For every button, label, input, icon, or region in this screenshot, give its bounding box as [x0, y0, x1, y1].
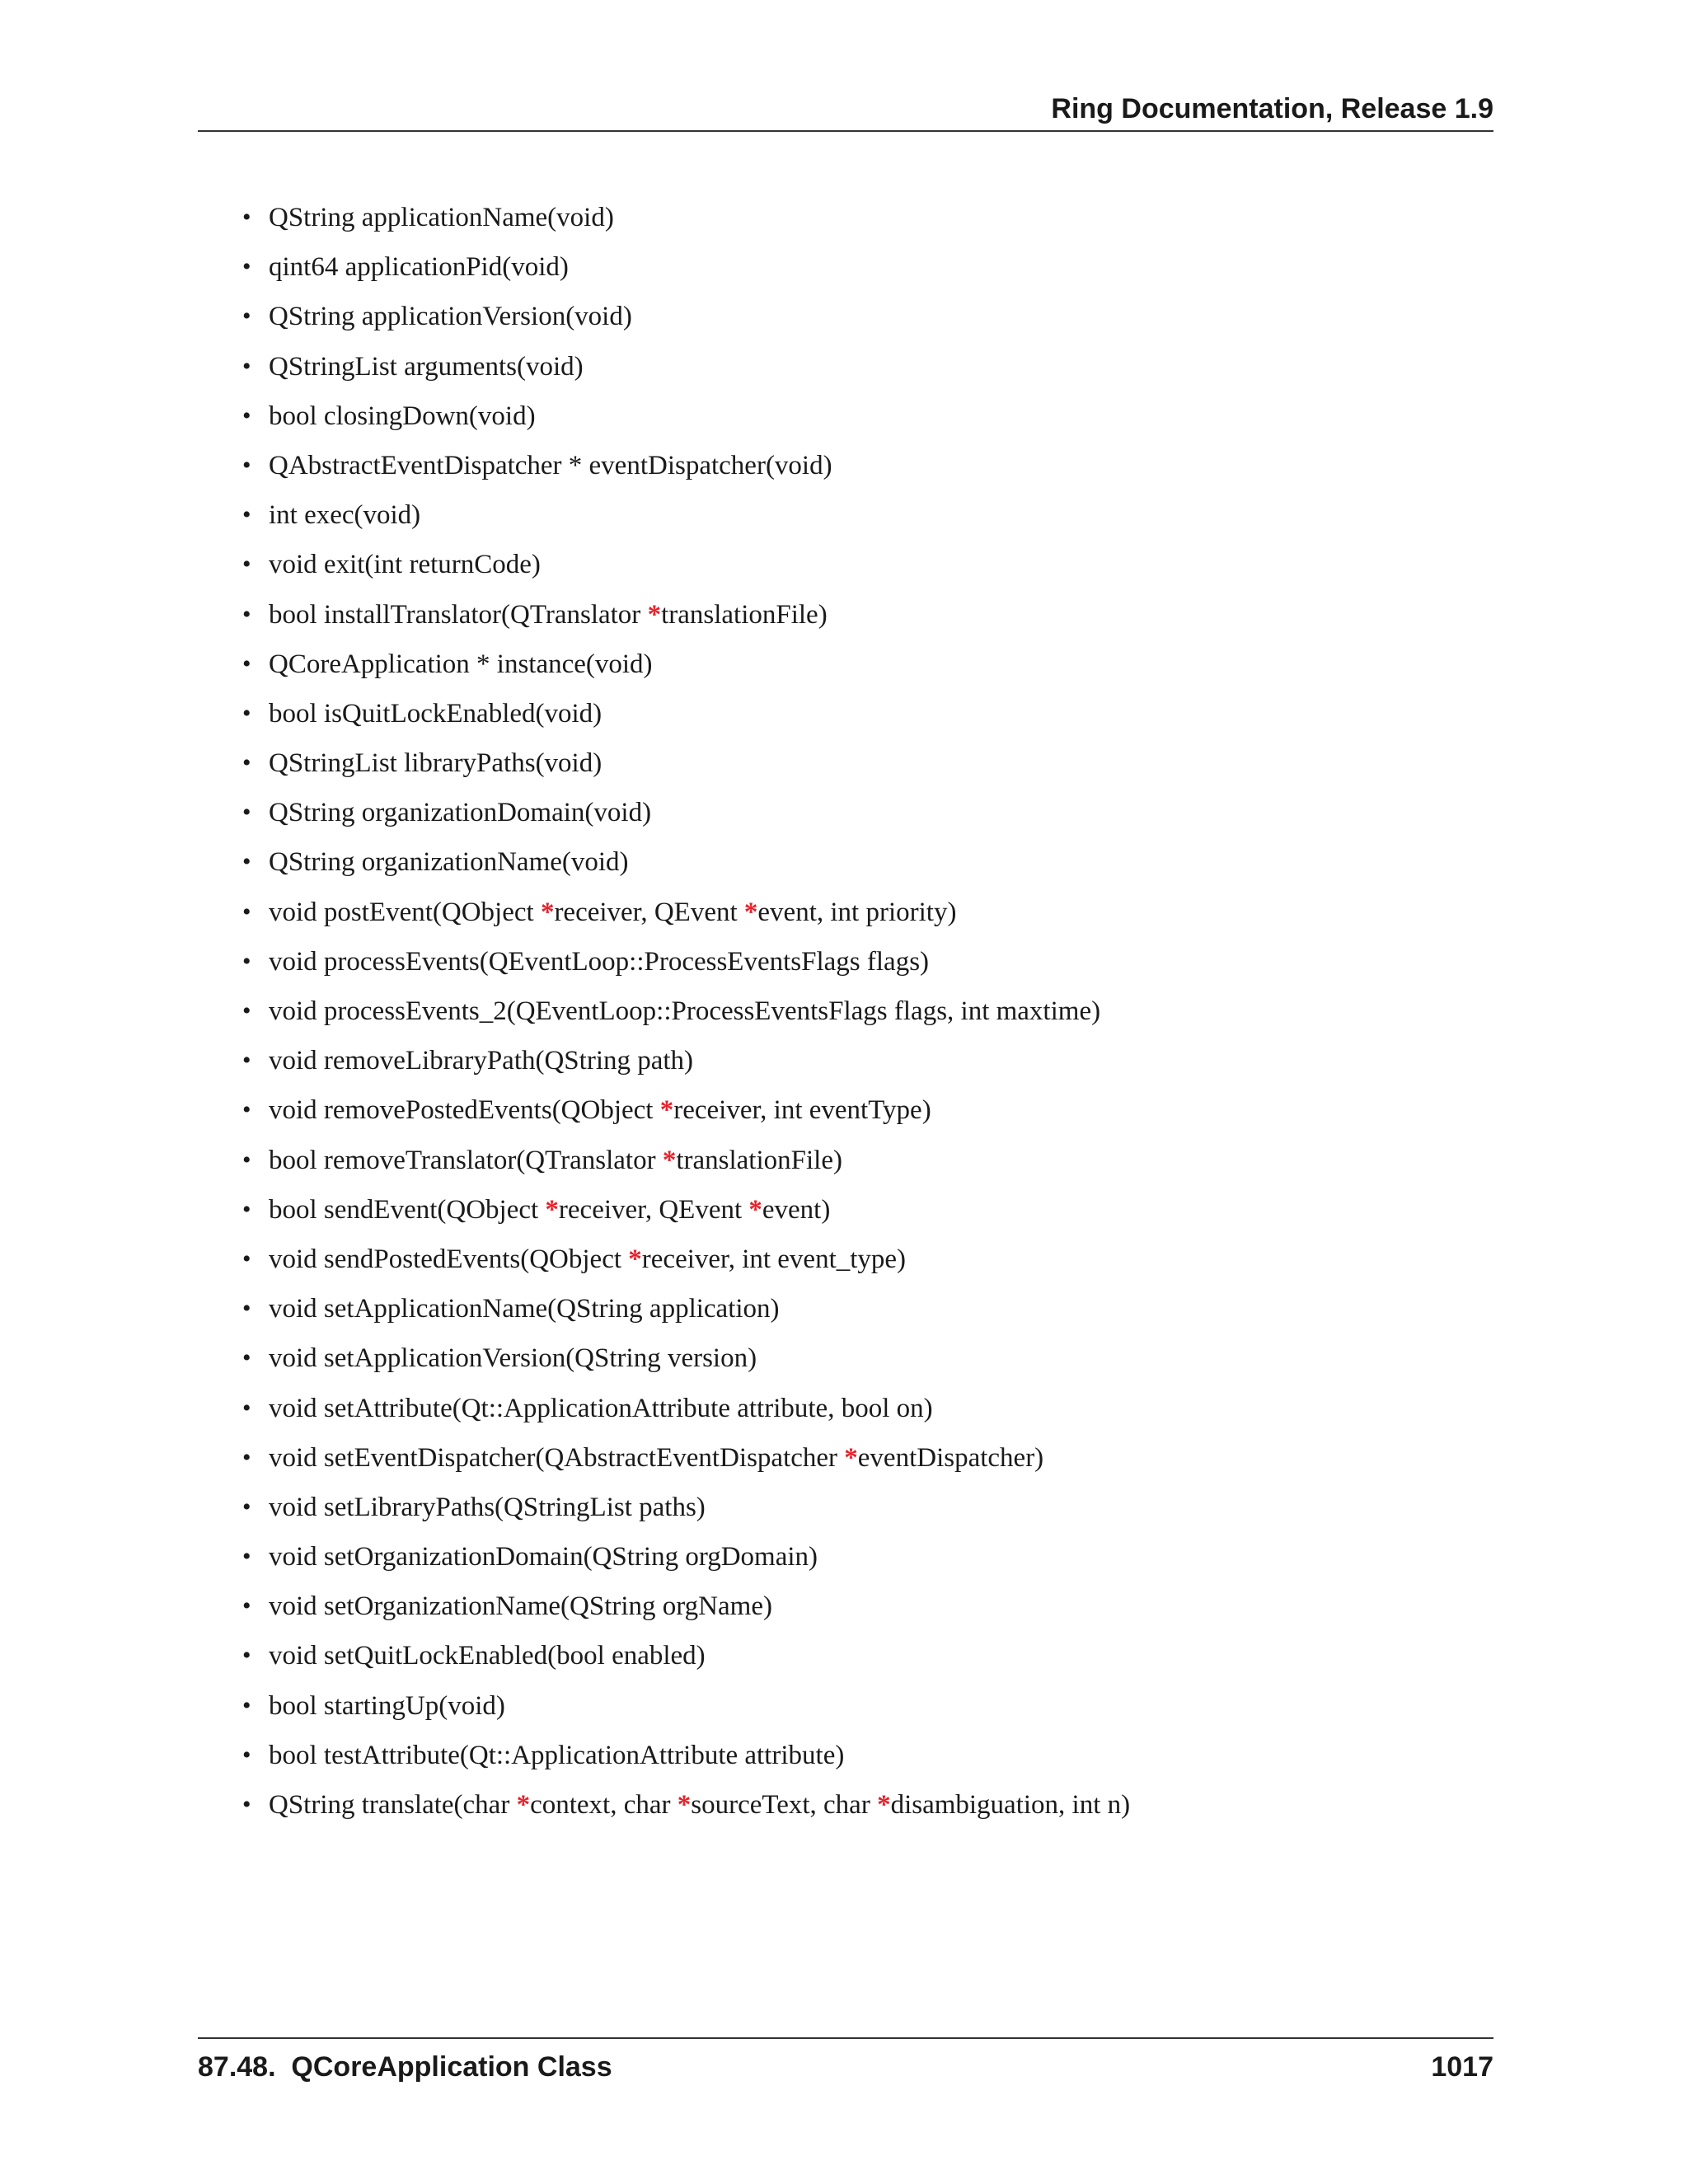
method-list-item	[239, 942, 1130, 991]
method-list-item	[239, 1686, 1130, 1736]
method-list-item	[239, 1438, 1130, 1488]
bullet-icon: •	[242, 302, 251, 330]
method-signature-text: QString translate(char	[269, 1790, 517, 1820]
section-title: 87.48. QCoreApplication Class	[198, 2051, 612, 2083]
pointer-star-icon: *	[659, 1095, 674, 1126]
method-list-item	[239, 1141, 1130, 1190]
method-list-item	[239, 743, 1130, 793]
bullet-icon: •	[242, 997, 251, 1024]
method-list	[239, 198, 1130, 1835]
method-list-item	[239, 1338, 1130, 1388]
method-signature-text: void processEvents_2(QEventLoop::ProcessEventsFlags flags, int maxtime)	[269, 996, 1101, 1026]
method-list-item	[239, 198, 1130, 247]
method-signature-text: void setEventDispatcher(QAbstractEventDispatcher	[269, 1442, 845, 1473]
method-signature-text: event, int priority)	[757, 897, 957, 927]
bullet-icon: •	[242, 204, 251, 231]
bullet-icon: •	[242, 1295, 251, 1323]
method-signature-text: void sendPostedEvents(QObject	[269, 1244, 629, 1274]
method-list-item	[239, 893, 1130, 942]
pointer-star-icon: *	[540, 897, 555, 927]
method-list-item	[239, 495, 1130, 545]
method-signature-text: void processEvents(QEventLoop::ProcessEventsFlags flags)	[269, 946, 930, 977]
method-signature-text: bool testAttribute(Qt::ApplicationAttribute attribute)	[269, 1740, 845, 1770]
bullet-icon: •	[242, 1047, 251, 1075]
page-header	[198, 92, 1493, 132]
page-number: 1017	[1431, 2051, 1493, 2083]
method-signature-text: bool startingUp(void)	[269, 1690, 505, 1721]
method-list-item	[239, 247, 1130, 297]
method-list-item	[239, 1636, 1130, 1685]
bullet-icon: •	[242, 501, 251, 529]
method-signature-text: void setOrganizationDomain(QString orgDomain)	[269, 1542, 818, 1572]
pointer-star-icon: *	[844, 1442, 858, 1473]
page-footer	[198, 2037, 1493, 2087]
bullet-icon: •	[242, 898, 251, 926]
method-signature-text: QStringList arguments(void)	[269, 351, 584, 382]
bullet-icon: •	[242, 600, 251, 628]
method-signature-text: receiver, QEvent	[558, 1194, 749, 1225]
bullet-icon: •	[242, 1195, 251, 1223]
method-signature-text: QString applicationName(void)	[269, 203, 614, 232]
method-signature-text: bool removeTranslator(QTranslator	[269, 1145, 663, 1175]
bullet-icon: •	[242, 1493, 251, 1521]
bullet-icon: •	[242, 1791, 251, 1818]
method-list-item	[239, 545, 1130, 594]
method-list-item	[239, 1190, 1130, 1240]
method-signature-text: receiver, int eventType)	[673, 1095, 931, 1126]
bullet-icon: •	[242, 451, 251, 479]
method-signature-text: void setQuitLockEnabled(bool enabled)	[269, 1641, 706, 1671]
document-title: Ring Documentation, Release 1.9	[1051, 93, 1493, 124]
method-signature-text: bool isQuitLockEnabled(void)	[269, 698, 603, 729]
method-signature-text: disambiguation, int n)	[890, 1790, 1131, 1820]
bullet-icon: •	[242, 799, 251, 827]
method-signature-text: eventDispatcher)	[857, 1442, 1044, 1473]
bullet-icon: •	[242, 1244, 251, 1272]
method-signature-text: void postEvent(QObject	[269, 897, 541, 927]
method-signature-text: void setAttribute(Qt::ApplicationAttribute attribute, bool on)	[269, 1393, 933, 1423]
method-signature-text: bool installTranslator(QTranslator	[269, 599, 648, 630]
method-list-item	[239, 1488, 1130, 1537]
method-list-item	[239, 842, 1130, 892]
method-list-item	[239, 1090, 1130, 1140]
method-signature-text: context, char	[530, 1790, 678, 1820]
bullet-icon: •	[242, 649, 251, 677]
method-signature-text: QCoreApplication * instance(void)	[269, 649, 653, 679]
pointer-star-icon: *	[743, 897, 758, 927]
bullet-icon: •	[242, 1344, 251, 1372]
pointer-star-icon: *	[545, 1194, 559, 1225]
method-signature-text: sourceText, char	[691, 1790, 878, 1820]
method-signature-text: receiver, int event_type)	[641, 1244, 907, 1274]
bullet-icon: •	[242, 947, 251, 975]
bullet-icon: •	[242, 1146, 251, 1174]
bullet-icon: •	[242, 352, 251, 380]
method-signature-text: QAbstractEventDispatcher * eventDispatcher(void)	[269, 450, 832, 480]
bullet-icon: •	[242, 551, 251, 579]
pointer-star-icon: *	[516, 1790, 531, 1820]
method-list-item	[239, 644, 1130, 694]
method-list-item	[239, 396, 1130, 446]
method-signature-text: int exec(void)	[269, 500, 421, 531]
pointer-star-icon: *	[662, 1145, 677, 1175]
method-list-item	[239, 1389, 1130, 1438]
method-list-item	[239, 446, 1130, 495]
method-list-item	[239, 297, 1130, 346]
method-signature-text: QString organizationDomain(void)	[269, 798, 652, 828]
bullet-icon: •	[242, 1543, 251, 1571]
bullet-icon: •	[242, 1642, 251, 1670]
bullet-icon: •	[242, 1096, 251, 1124]
bullet-icon: •	[242, 1691, 251, 1719]
pointer-star-icon: *	[748, 1194, 762, 1225]
bullet-icon: •	[242, 1443, 251, 1471]
method-signature-text: receiver, QEvent	[554, 897, 744, 927]
method-list-item	[239, 595, 1130, 644]
method-list-item	[239, 991, 1130, 1041]
bullet-icon: •	[242, 1592, 251, 1620]
method-signature-text: bool sendEvent(QObject	[269, 1194, 546, 1225]
method-signature-text: void setLibraryPaths(QStringList paths)	[269, 1492, 706, 1522]
method-signature-text: translationFile)	[661, 599, 828, 630]
bullet-icon: •	[242, 848, 251, 876]
bullet-icon: •	[242, 1741, 251, 1769]
method-signature-text: qint64 applicationPid(void)	[269, 252, 569, 283]
method-list-item	[239, 694, 1130, 743]
pointer-star-icon: *	[628, 1244, 642, 1274]
method-signature-text: QString applicationVersion(void)	[269, 302, 632, 332]
method-list-item	[239, 1041, 1130, 1090]
method-signature-text: void removeLibraryPath(QString path)	[269, 1046, 694, 1076]
method-list-item	[239, 1289, 1130, 1338]
bullet-icon: •	[242, 1394, 251, 1422]
method-list-item	[239, 793, 1130, 842]
method-signature-text: void setApplicationVersion(QString version)	[269, 1343, 757, 1374]
bullet-icon: •	[242, 699, 251, 727]
method-signature-text: void setApplicationName(QString application)	[269, 1294, 780, 1324]
bullet-icon: •	[242, 253, 251, 281]
method-list-item	[239, 347, 1130, 396]
bullet-icon: •	[242, 749, 251, 777]
method-signature-text: void exit(int returnCode)	[269, 550, 541, 580]
method-signature-text: void setOrganizationName(QString orgName)	[269, 1591, 772, 1622]
method-list-item	[239, 1240, 1130, 1289]
method-list-item	[239, 1736, 1130, 1785]
method-signature-text: translationFile)	[676, 1145, 842, 1175]
method-list-item	[239, 1537, 1130, 1586]
pointer-star-icon: *	[647, 599, 662, 630]
method-signature-text: QStringList libraryPaths(void)	[269, 748, 603, 779]
pointer-star-icon: *	[877, 1790, 891, 1820]
method-list-item	[239, 1586, 1130, 1636]
bullet-icon: •	[242, 401, 251, 429]
method-signature-text: QString organizationName(void)	[269, 847, 629, 878]
method-signature-text: bool closingDown(void)	[269, 401, 536, 431]
method-signature-text: void removePostedEvents(QObject	[269, 1095, 660, 1126]
method-signature-text: event)	[762, 1194, 831, 1225]
method-list-item	[239, 1785, 1130, 1835]
pointer-star-icon: *	[677, 1790, 692, 1820]
